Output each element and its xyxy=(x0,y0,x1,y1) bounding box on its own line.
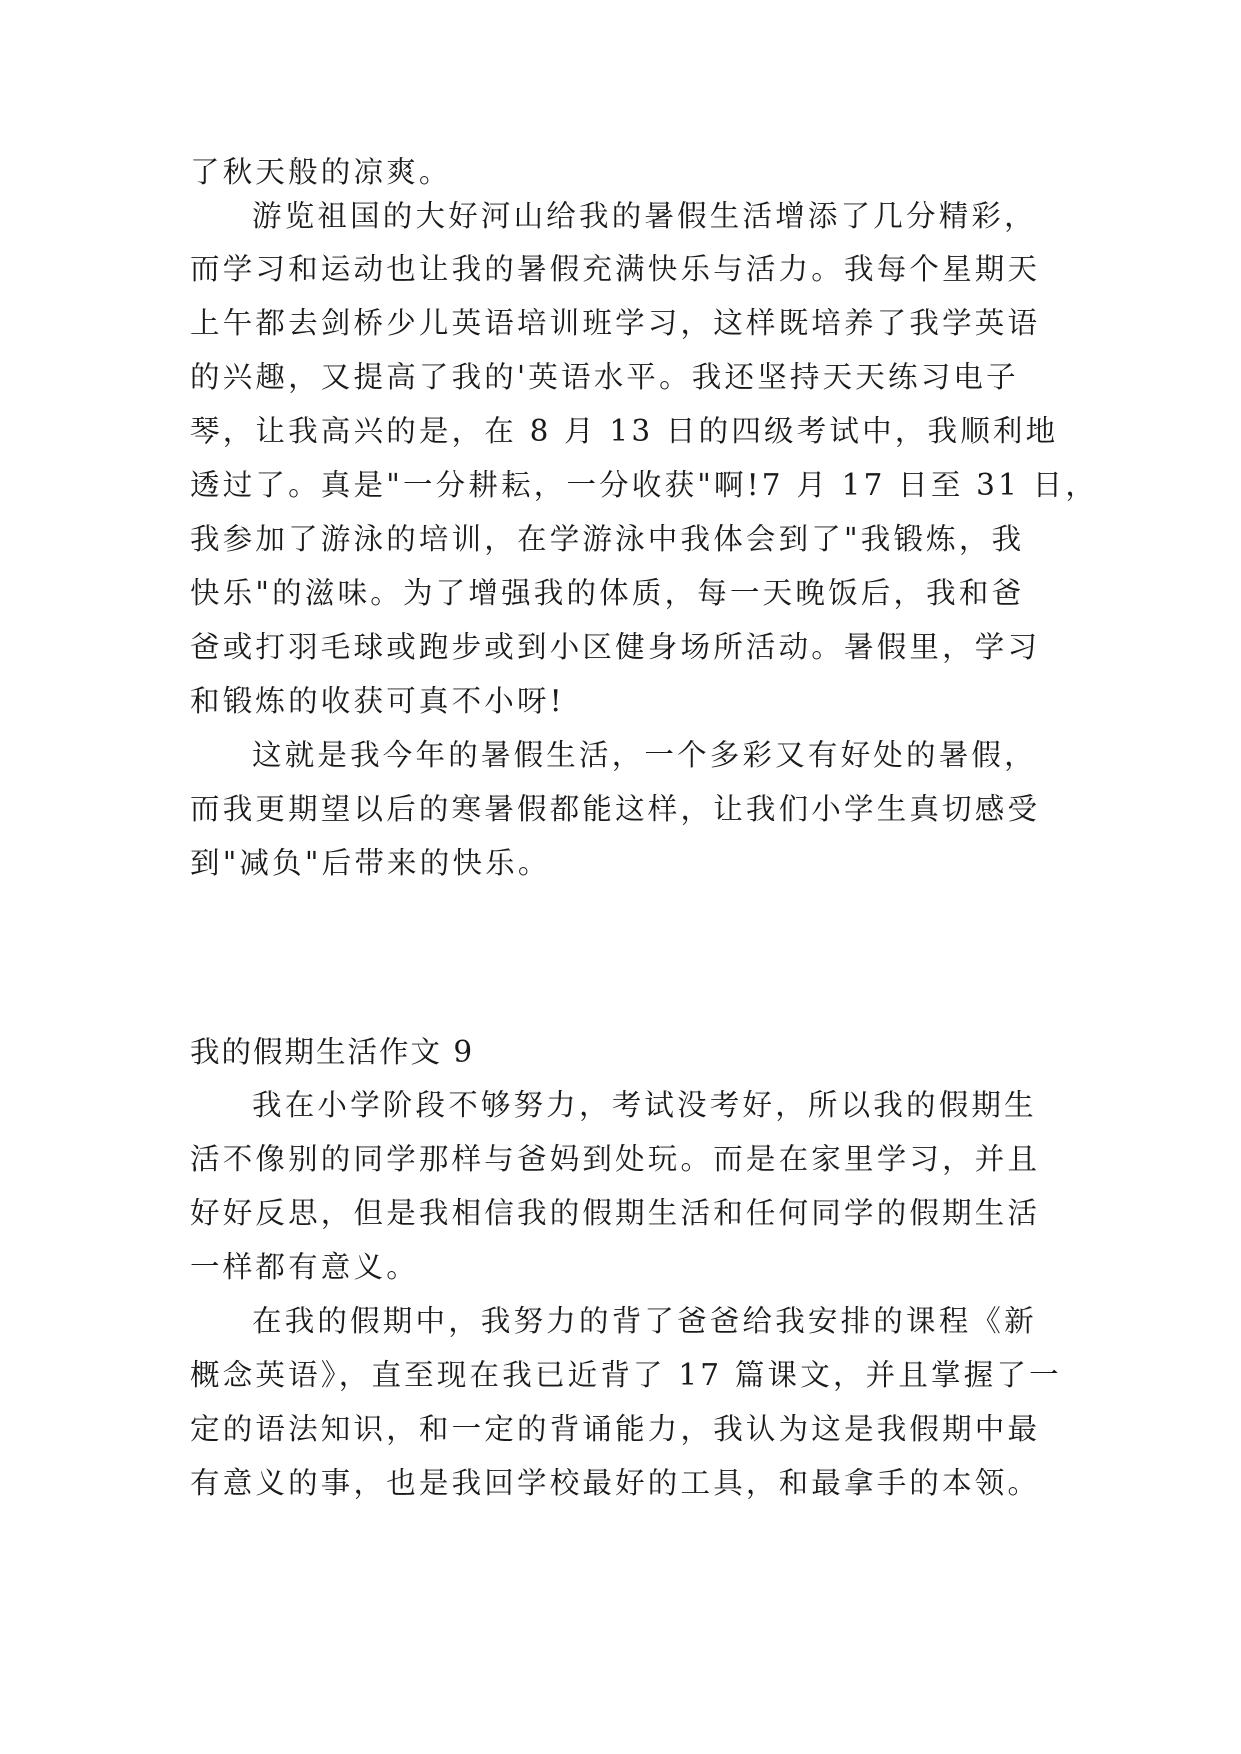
paragraph-line: 而学习和运动也让我的暑假充满快乐与活力。我每个星期天 xyxy=(190,252,1041,286)
paragraph-line: 我参加了游泳的培训，在学游泳中我体会到了"我锻炼，我 xyxy=(190,522,1025,556)
paragraph-line: 我在小学阶段不够努力，考试没考好，所以我的假期生 xyxy=(252,1088,1037,1122)
paragraph-line: 游览祖国的大好河山给我的暑假生活增添了几分精彩， xyxy=(252,199,1037,233)
paragraph-line: 概念英语》，直至现在我已近背了 17 篇课文，并且掌握了一 xyxy=(190,1358,1062,1392)
paragraph-line: 了秋天般的凉爽。 xyxy=(190,155,452,189)
paragraph-line: 活不像别的同学那样与爸妈到处玩。而是在家里学习，并且 xyxy=(190,1142,1041,1176)
paragraph-line: 而我更期望以后的寒暑假都能这样，让我们小学生真切感受 xyxy=(190,792,1041,826)
paragraph-line: 琴，让我高兴的是，在 8 月 13 日的四级考试中，我顺利地 xyxy=(190,414,1059,448)
paragraph-line: 快乐"的滋味。为了增强我的体质，每一天晚饭后，我和爸 xyxy=(190,576,1025,610)
paragraph-line: 这就是我今年的暑假生活，一个多彩又有好处的暑假， xyxy=(252,738,1037,772)
section-title: 我的假期生活作文 9 xyxy=(190,1035,475,1069)
paragraph-line: 上午都去剑桥少儿英语培训班学习，这样既培养了我学英语 xyxy=(190,306,1041,340)
paragraph-line: 到"减负"后带来的快乐。 xyxy=(190,846,551,880)
paragraph-line: 的兴趣，又提高了我的'英语水平。我还坚持天天练习电子 xyxy=(190,360,1019,394)
paragraph-line: 在我的假期中，我努力的背了爸爸给我安排的课程《新 xyxy=(252,1304,1037,1338)
paragraph-line: 爸或打羽毛球或跑步或到小区健身场所活动。暑假里，学习 xyxy=(190,630,1041,664)
paragraph-line: 一样都有意义。 xyxy=(190,1250,419,1284)
paragraph-line: 透过了。真是"一分耕耘，一分收获"啊!7 月 17 日至 31 日， xyxy=(190,468,1099,502)
paragraph-line: 和锻炼的收获可真不小呀! xyxy=(190,684,565,718)
paragraph-line: 有意义的事，也是我回学校最好的工具，和最拿手的本领。 xyxy=(190,1466,1041,1500)
paragraph-line: 好好反思，但是我相信我的假期生活和任何同学的假期生活 xyxy=(190,1196,1041,1230)
paragraph-line: 定的语法知识，和一定的背诵能力，我认为这是我假期中最 xyxy=(190,1412,1041,1446)
